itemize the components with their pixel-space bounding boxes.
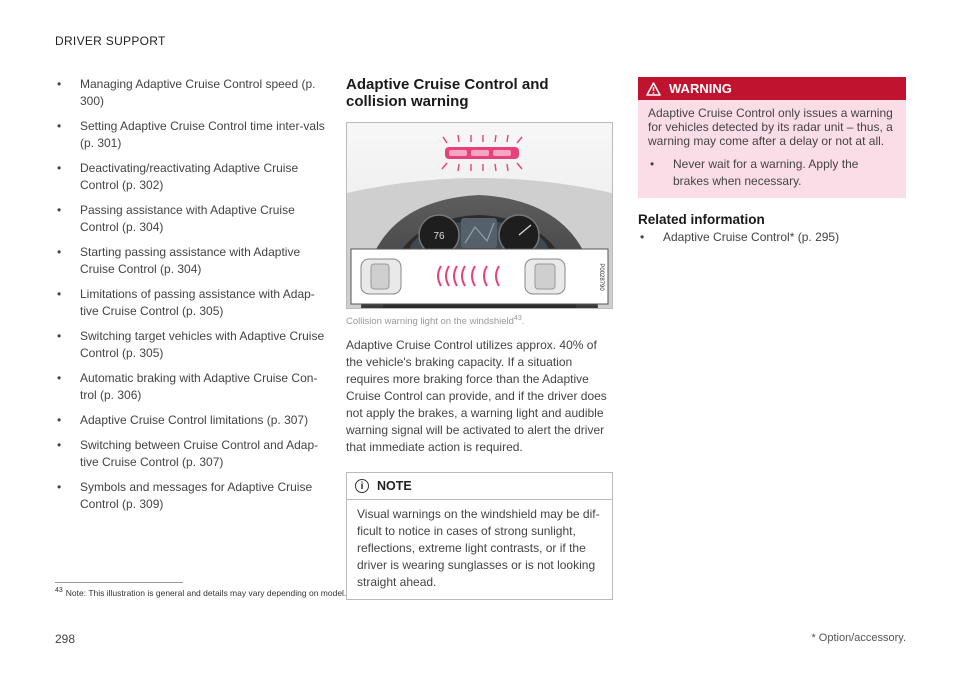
footnote-ref: 43 xyxy=(513,315,522,322)
body-paragraph: Adaptive Cruise Control utilizes approx. 40% of the vehicle's braking capacity. If a situation requires more braking force than the Adaptive Cruise Control can provide, and if the driver does not apply the brakes, a warning light and audible warning signal will be activated to alert the driver that immediate action is required. xyxy=(346,338,607,455)
bullet-icon: • xyxy=(57,329,62,343)
list-item: • Never wait for a warning. Apply the brakes when necessary. xyxy=(650,157,859,188)
list-item: • Starting passing assistance with Adaptive Cruise Control (p. 304) xyxy=(57,245,301,276)
bullet-icon: • xyxy=(57,371,62,385)
bullet-icon: • xyxy=(57,287,62,301)
bullet-icon: • xyxy=(640,230,645,244)
list-item: • Setting Adaptive Cruise Control time inter-vals (p. 301) xyxy=(57,119,325,150)
bullet-icon: • xyxy=(57,438,62,452)
warning-body: Adaptive Cruise Control only issues a warning for vehicles detected by its radar unit – thus, a warning may come after a delay or not at all. • Never wait for a warning. Apply the brakes when necessary. xyxy=(638,100,906,198)
figure-code: P0028790 xyxy=(598,263,604,291)
note-header: i NOTE xyxy=(347,479,612,500)
bullet-icon: • xyxy=(57,413,62,427)
warning-triangle-icon xyxy=(646,82,661,96)
list-item: • Managing Adaptive Cruise Control speed (p. 300) xyxy=(57,77,316,108)
collision-warning-illustration xyxy=(346,122,613,309)
bullet-icon: • xyxy=(57,245,62,259)
related-heading: Related information xyxy=(638,212,765,227)
info-circle-icon: i xyxy=(355,479,369,493)
list-item: • Adaptive Cruise Control limitations (p. 307) xyxy=(57,413,309,427)
related-topics-list xyxy=(55,76,325,521)
side-section xyxy=(638,77,906,254)
list-item: • Switching between Cruise Control and Adap-tive Cruise Control (p. 307) xyxy=(57,438,319,469)
bullet-icon: • xyxy=(57,77,62,91)
speed-readout: 76 xyxy=(433,231,445,242)
radar-inset xyxy=(351,249,608,304)
list-item: • Automatic braking with Adaptive Cruise Con-trol (p. 306) xyxy=(57,371,318,402)
bullet-icon: • xyxy=(650,157,655,171)
bullet-icon: • xyxy=(57,203,62,217)
page-number: 298 xyxy=(55,632,76,646)
main-section xyxy=(346,76,613,600)
bullet-icon: • xyxy=(57,161,62,175)
footnote-divider xyxy=(55,582,183,583)
list-item: • Limitations of passing assistance with Adap-tive Cruise Control (p. 305) xyxy=(57,287,315,318)
option-note: * Option/accessory. xyxy=(811,632,906,644)
bullet-icon: • xyxy=(57,480,62,494)
dashboard-illustration xyxy=(347,123,612,308)
section-heading: Adaptive Cruise Control and collision warning xyxy=(346,76,549,110)
list-item: • Deactivating/reactivating Adaptive Cruise Control (p. 302) xyxy=(57,161,299,192)
warning-header: WARNING xyxy=(638,77,906,100)
note-box xyxy=(346,472,613,600)
footnote: $^{43}$ Note: This illustration is general and details may vary depending on model. xyxy=(55,587,347,598)
list-item: • Symbols and messages for Adaptive Cruise Control (p. 309) xyxy=(57,480,313,511)
page-header: DRIVER SUPPORT xyxy=(55,34,166,48)
note-body: Visual warnings on the windshield may be dif-ficult to notice in cases of strong sunlight, reflections, extreme light contrasts, or if the driver is wearing sunglasses or is not looking straight ahead. xyxy=(357,507,600,590)
related-link[interactable]: • Adaptive Cruise Control* (p. 295) xyxy=(640,230,840,244)
figure-caption: Collision warning light on the windshield$^{43}$. xyxy=(346,315,525,328)
list-item: • Passing assistance with Adaptive Cruise Control (p. 304) xyxy=(57,203,295,234)
list-item: • Switching target vehicles with Adaptive Cruise Control (p. 305) xyxy=(57,329,325,360)
bullet-icon: • xyxy=(57,119,62,133)
